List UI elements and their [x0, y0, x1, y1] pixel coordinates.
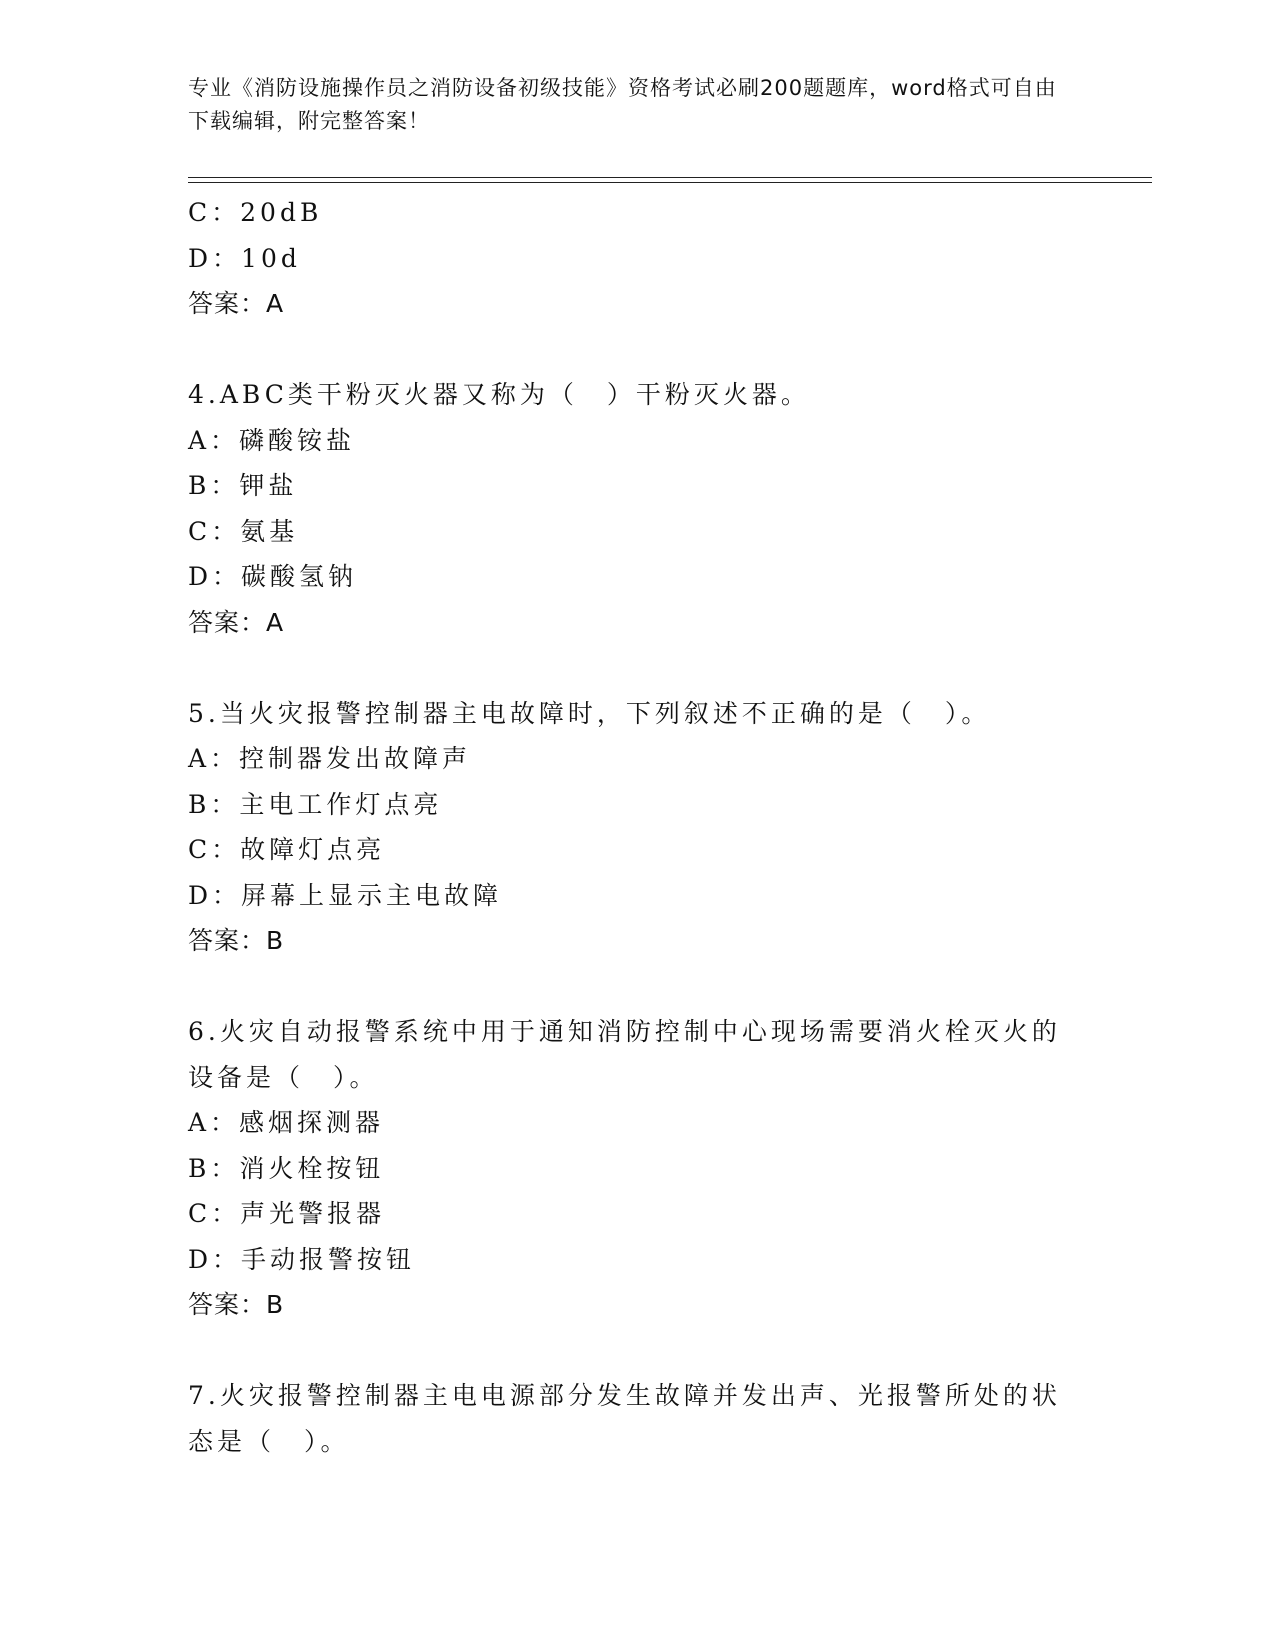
option-d: D：手动报警按钮 [188, 1244, 416, 1274]
option-b: B：钾盐 [188, 471, 298, 500]
option-a: A：控制器发出故障声 [188, 744, 472, 773]
question-3-tail [188, 190, 1088, 327]
option-a: A：磷酸铵盐 [188, 425, 356, 455]
question-5 [188, 691, 1088, 964]
question-list [188, 190, 1088, 1464]
question-4 [188, 372, 1088, 645]
option-d: D：屏幕上显示主电故障 [188, 880, 503, 910]
option-c: C：声光警报器 [188, 1199, 386, 1228]
answer-label: 答案：B [188, 926, 285, 955]
option-b: B：消火栓按钮 [188, 1153, 385, 1183]
option-d: D：碳酸氢钠 [188, 562, 358, 591]
spacer [188, 645, 1088, 691]
answer-label: 答案：A [188, 289, 285, 318]
header-divider-top [188, 177, 1152, 178]
question-stem: 6.火灾自动报警系统中用于通知消防控制中心现场需要消火栓灭火的设备是（ ）。 [188, 1017, 1061, 1092]
question-stem: 5.当火灾报警控制器主电故障时，下列叙述不正确的是（ ）。 [188, 698, 991, 728]
option-b: B：主电工作灯点亮 [188, 789, 443, 819]
question-6 [188, 1009, 1088, 1328]
option-c: C：氨基 [188, 516, 299, 546]
option-d: D：10d [188, 243, 301, 273]
spacer [188, 964, 1088, 1010]
question-stem: 7.火灾报警控制器主电电源部分发生故障并发出声、光报警所处的状态是（ ）。 [188, 1381, 1061, 1456]
answer-label: 答案：B [188, 1290, 285, 1319]
option-a: A：感烟探测器 [188, 1108, 385, 1137]
option-c: C：20dB [188, 198, 323, 227]
document-title: 专业《消防设施操作员之消防设备初级技能》资格考试必刷200题题库，word格式可自由下载编辑，附完整答案！ [188, 76, 1057, 133]
header-divider-bottom [188, 182, 1152, 183]
spacer [188, 1328, 1088, 1374]
option-c: C：故障灯点亮 [188, 835, 386, 864]
answer-label: 答案：A [188, 607, 285, 637]
question-7 [188, 1373, 1088, 1464]
question-stem: 4.ABC类干粉灭火器又称为（ ）干粉灭火器。 [188, 380, 810, 409]
spacer [188, 327, 1088, 373]
